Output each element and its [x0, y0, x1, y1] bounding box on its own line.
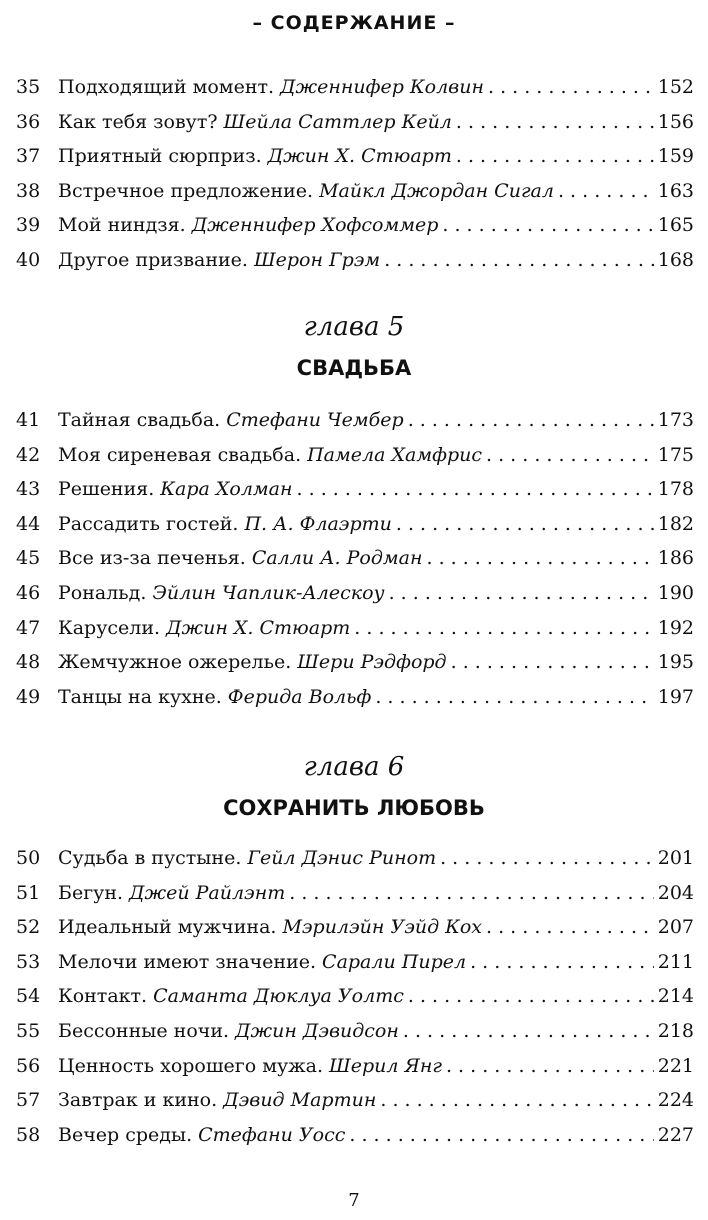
entry-number: 43	[16, 478, 41, 501]
entry-page: 207	[657, 916, 694, 939]
toc-entry	[16, 243, 694, 278]
leader-dots	[486, 438, 654, 473]
leader-dots	[408, 979, 654, 1014]
leader-dots	[375, 680, 653, 715]
entry-page: 152	[657, 76, 694, 98]
leader-dots	[558, 174, 654, 209]
chapter-5-label: глава 5	[303, 312, 405, 342]
toc-entry	[16, 680, 694, 715]
entry-title: Жемчужное ожерелье.	[58, 651, 292, 674]
entry-page: 159	[657, 145, 694, 168]
entry-page: 190	[657, 581, 694, 604]
toc-entry	[16, 1118, 694, 1153]
entry-author: Шерон Грэм	[253, 248, 381, 271]
entry-author: Джей Райлэнт	[129, 881, 286, 904]
leader-dots	[446, 1049, 654, 1084]
entry-page: 204	[657, 881, 694, 904]
entry-title: Ценность хорошего мужа.	[58, 1054, 324, 1077]
entry-number: 51	[16, 881, 41, 904]
entry-title: Тайная свадьба.	[58, 409, 221, 431]
entry-author: Эйлин Чаплик-Алескоу	[152, 581, 385, 604]
entry-author: Шерил Янг	[329, 1054, 442, 1077]
entry-author: Шейла Саттлер Кейл	[223, 110, 452, 133]
entry-author: Кара Холман	[160, 478, 293, 501]
entry-author: Шери Рэдфорд	[297, 651, 447, 674]
entry-author: Мэрилэйн Уэйд Кох	[282, 916, 483, 939]
entry-title: Рассадить гостей.	[58, 512, 239, 535]
entry-title: Моя сиреневая свадьба.	[58, 443, 302, 466]
entry-title: Танцы на кухне.	[58, 685, 222, 708]
entry-number: 37	[16, 145, 41, 168]
entry-number: 50	[16, 847, 41, 869]
entry-page: 197	[657, 685, 694, 708]
entry-number: 49	[16, 685, 41, 708]
toc-entry	[16, 105, 694, 140]
entry-number: 48	[16, 651, 41, 674]
entry-author: Майкл Джордан Сигал	[319, 179, 554, 202]
chapter-6-title: СОХРАНИТЬ ЛЮБОВЬ	[223, 796, 485, 820]
toc-entry	[16, 611, 694, 646]
toc-entry	[16, 945, 694, 980]
leader-dots	[403, 1014, 654, 1049]
entry-author: Дженнифер Хофсоммер	[191, 214, 439, 237]
leader-dots	[384, 243, 654, 278]
entry-number: 53	[16, 950, 41, 973]
entry-title: Идеальный мужчина.	[58, 916, 277, 939]
entry-number: 41	[16, 409, 41, 431]
entry-number: 35	[16, 76, 41, 98]
toc-entry	[16, 576, 694, 611]
toc-entry	[16, 1049, 694, 1084]
leader-dots	[456, 105, 654, 140]
entry-page: 192	[657, 616, 694, 639]
toc-section-1	[16, 70, 694, 278]
entry-title: Судьба в пустыне.	[58, 847, 242, 869]
entry-author: Гейл Дэнис Ринот	[247, 847, 437, 869]
entry-page: 165	[657, 214, 694, 237]
entry-title: Завтрак и кино.	[58, 1089, 218, 1112]
entry-number: 47	[16, 616, 41, 639]
entry-title: Вечер среды.	[58, 1123, 193, 1146]
entry-author: Стефани Уосс	[198, 1123, 346, 1146]
toc-entry	[16, 472, 694, 507]
entry-page: 168	[657, 248, 694, 271]
entry-author: Памела Хамфрис	[307, 443, 482, 466]
entry-title: Все из-за печенья.	[58, 547, 246, 570]
entry-title: Рональд.	[58, 581, 147, 604]
entry-author: П. А. Флаэрти	[244, 512, 392, 535]
leader-dots	[389, 576, 654, 611]
entry-author: Джин Х. Стюарт	[166, 616, 351, 639]
entry-author: Стефани Чембер	[226, 409, 404, 431]
entry-number: 45	[16, 547, 41, 570]
chapter-6-label: глава 6	[303, 752, 405, 782]
toc-entry	[16, 541, 694, 576]
entry-page: 214	[657, 985, 694, 1008]
toc-entry	[16, 174, 694, 209]
toc-entry	[16, 139, 694, 174]
page-number: 7	[348, 1190, 360, 1211]
toc-chapter-6	[16, 841, 694, 1152]
entry-title: Бегун.	[58, 881, 124, 904]
toc-chapter-5	[16, 403, 694, 714]
toc-entry	[16, 403, 694, 438]
toc-entry	[16, 438, 694, 473]
entry-author: Дэвид Мартин	[223, 1089, 377, 1112]
toc-entry	[16, 208, 694, 243]
entry-page: 175	[657, 443, 694, 466]
entry-author: Саманта Дюклуа Уолтс	[153, 985, 404, 1008]
entry-number: 52	[16, 916, 41, 939]
leader-dots	[289, 876, 654, 911]
toc-entry	[16, 1014, 694, 1049]
entry-page: 186	[657, 547, 694, 570]
entry-title: Встречное предложение.	[58, 179, 314, 202]
entry-title: Контакт.	[58, 985, 148, 1008]
toc-entry	[16, 979, 694, 1014]
entry-number: 55	[16, 1019, 41, 1042]
entry-author: Джин Дэвидсон	[235, 1019, 399, 1042]
toc-entry	[16, 1083, 694, 1118]
entry-number: 39	[16, 214, 41, 237]
leader-dots	[396, 507, 654, 542]
entry-number: 54	[16, 985, 41, 1008]
entry-author: Ферида Вольф	[227, 685, 372, 708]
entry-number: 38	[16, 179, 41, 202]
entry-page: 224	[657, 1089, 694, 1112]
leader-dots	[488, 70, 654, 105]
leader-dots	[456, 139, 654, 174]
entry-number: 46	[16, 581, 41, 604]
entry-author: Дженнифер Колвин	[280, 76, 484, 98]
entry-title: Подходящий момент.	[58, 76, 275, 98]
entry-author: Салли А. Родман	[251, 547, 423, 570]
toc-entry	[16, 70, 694, 105]
leader-dots	[442, 208, 653, 243]
entry-author: Сарали Пирел	[322, 950, 467, 973]
toc-entry	[16, 645, 694, 680]
leader-dots	[349, 1118, 653, 1153]
entry-title: Мелочи имеют значение.	[58, 950, 317, 973]
entry-page: 218	[657, 1019, 694, 1042]
page-header: – СОДЕРЖАНИЕ –	[252, 12, 456, 34]
entry-title: Приятный сюрприз.	[58, 145, 262, 168]
leader-dots	[451, 645, 654, 680]
toc-entry	[16, 876, 694, 911]
leader-dots	[354, 611, 653, 646]
entry-title: Карусели.	[58, 616, 161, 639]
entry-number: 42	[16, 443, 41, 466]
entry-page: 211	[657, 950, 694, 973]
toc-entry	[16, 910, 694, 945]
entry-number: 58	[16, 1123, 41, 1146]
entry-page: 182	[657, 512, 694, 535]
leader-dots	[486, 910, 654, 945]
entry-title: Решения.	[58, 478, 155, 501]
entry-page: 201	[657, 847, 694, 869]
leader-dots	[470, 945, 654, 980]
chapter-5-title: СВАДЬБА	[296, 356, 412, 380]
toc-entry	[16, 507, 694, 542]
entry-title: Как тебя зовут?	[58, 110, 218, 133]
leader-dots	[426, 541, 653, 576]
entry-number: 57	[16, 1089, 41, 1112]
entry-title: Бессонные ночи.	[58, 1019, 230, 1042]
toc-entry	[16, 841, 694, 876]
leader-dots	[297, 472, 654, 507]
entry-page: 195	[657, 651, 694, 674]
entry-page: 221	[657, 1054, 694, 1077]
entry-page: 227	[657, 1123, 694, 1146]
entry-title: Другое призвание.	[58, 248, 248, 271]
leader-dots	[408, 403, 654, 438]
entry-page: 156	[657, 110, 694, 133]
entry-number: 56	[16, 1054, 41, 1077]
entry-page: 178	[657, 478, 694, 501]
entry-number: 40	[16, 248, 41, 271]
entry-number: 44	[16, 512, 41, 535]
leader-dots	[380, 1083, 653, 1118]
entry-page: 163	[657, 179, 694, 202]
entry-page: 173	[657, 409, 694, 431]
entry-number: 36	[16, 110, 41, 133]
entry-author: Джин Х. Стюарт	[267, 145, 452, 168]
leader-dots	[440, 841, 654, 876]
entry-title: Мой ниндзя.	[58, 214, 186, 237]
